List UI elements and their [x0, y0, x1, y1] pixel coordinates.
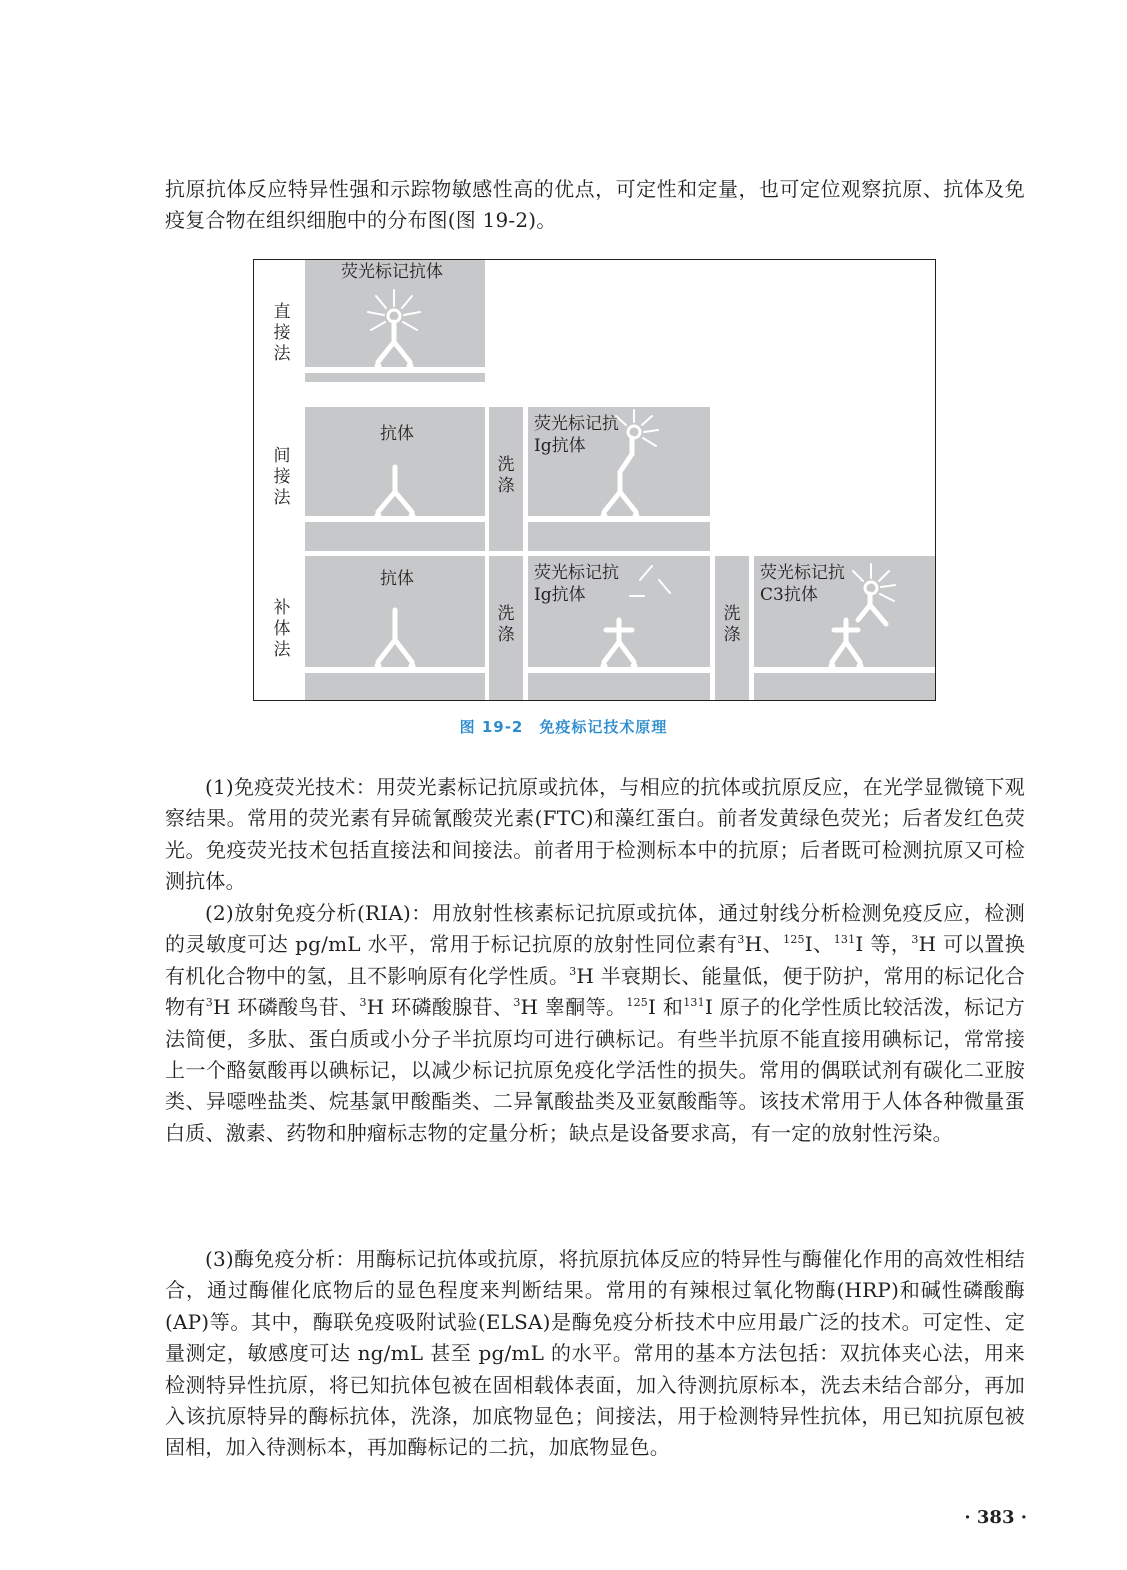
isotope-mass-number: 3 — [911, 933, 919, 947]
paragraph-ria: (2)放射免疫分析(RIA)：用放射性核素标记抗原或抗体，通过射线分析检测免疫反应，检测的灵敏度可达 pg/mL 水平，常用于标记抗原的放射性同位素有$^3$H、$^{125}$I、$^{131}$I 等，$^3$H 可以置换有机化合物中的氢，且不影响原有化学性质。$^3$H 半衰期长、能量低，便于防护，常用的标记化合物有$^3$H 环磷酸鸟苷、$^3$H 环磷酸腺苷、$^3$H 睾酮等。$^{125}$I 和$^{131}$I 原子的化学性质比较活泼，标记方法简便，多肽、蛋白质或小分子半抗原均可进行碘标记。有些半抗原不能直接用碘标记，常常接上一个酪氨酸再以碘标记，以减少标记抗原免疫化学活性的损失。常用的偶联试剂有碳化二亚胺类、异噁唑盐类、烷基氯甲酸酯类、二异氰酸盐类及亚氨酸酯等。该技术常用于人体各种微量蛋白质、激素、药物和肿瘤标志物的定量分析；缺点是设备要求高，有一定的放射性污染。 — [165, 901, 1026, 1145]
immunolabel-figure — [253, 259, 936, 701]
isotope-mass-number: 3 — [737, 933, 745, 947]
isotope-mass-number: 125 — [626, 996, 648, 1010]
fluorescent-anti-c3-icon — [832, 564, 895, 662]
row-label-direct: 直接法 — [273, 302, 291, 364]
panel-label: 荧光标记抗C3抗体 — [760, 563, 845, 605]
isotope-mass-number: 131 — [833, 933, 856, 947]
isotope-mass-number: 3 — [359, 996, 367, 1010]
panel-label: 荧光标记抗体 — [341, 262, 443, 282]
paragraph-immunofluorescence: (1)免疫荧光技术：用荧光素标记抗原或抗体，与相应的抗体或抗原反应，在光学显微镜下观察结果。常用的荧光素有异硫氰酸荧光素(FTC)和藻红蛋白。前者发黄绿色荧光；后者发红色荧光。免疫荧光技术包括直接法和间接法。前者用于检测标本中的抗原；后者既可检测抗原又可检测抗体。 — [165, 775, 1025, 894]
fluorescent-antibody-icon — [368, 290, 420, 362]
wash-label: 洗涤 — [723, 604, 741, 645]
figure-caption: 图 19-2 免疫标记技术原理 — [459, 718, 668, 736]
wash-label: 洗涤 — [497, 604, 515, 645]
antibody-icon — [378, 467, 412, 512]
antibody-icon — [378, 610, 412, 662]
fluorescent-anti-ig-icon — [604, 410, 658, 512]
antibody-with-complement-icon — [604, 566, 670, 662]
isotope-mass-number: 125 — [783, 933, 805, 947]
paragraph-eia: (3)酶免疫分析：用酶标记抗体或抗原，将抗原抗体反应的特异性与酶催化作用的高效性相结合，通过酶催化底物后的显色程度来判断结果。常用的有辣根过氧化物酶(HRP)和碱性磷酸酶(AP)等。其中，酶联免疫吸附试验(ELSA)是酶免疫分析技术中应用最广泛的技术。可定性、定量测定，敏感度可达 ng/mL 甚至 pg/mL 的水平。常用的基本方法包括：双抗体夹心法，用来检测特异性抗原，将已知抗体包被在固相载体表面，加入待测抗原标本，洗去未结合部分，再加入该抗原特异的酶标抗体，洗涤，加底物显色；间接法，用于检测特异性抗体，用已知抗原包被固相，加入待测标本，再加酶标记的二抗，加底物显色。 — [165, 1247, 1025, 1460]
isotope-mass-number: 131 — [683, 996, 705, 1010]
isotope-mass-number: 3 — [205, 996, 213, 1010]
row-label-complement: 补体法 — [273, 598, 291, 660]
panel-label: 荧光标记抗Ig抗体 — [534, 414, 619, 456]
row-label-indirect: 间接法 — [273, 446, 291, 508]
panel-label: 抗体 — [380, 424, 414, 444]
isotope-mass-number: 3 — [569, 964, 577, 978]
intro-paragraph: 抗原抗体反应特异性强和示踪物敏感性高的优点，可定性和定量，也可定位观察抗原、抗体及免疫复合物在组织细胞中的分布图(图 19-2)。 — [165, 177, 1025, 233]
antibody-drawings — [254, 260, 936, 701]
panel-label: 抗体 — [380, 569, 414, 589]
page-number: · 383 · — [964, 1507, 1027, 1528]
panel-label: 荧光标记抗Ig抗体 — [534, 563, 619, 605]
isotope-mass-number: 3 — [513, 996, 521, 1010]
wash-label: 洗涤 — [497, 455, 515, 496]
